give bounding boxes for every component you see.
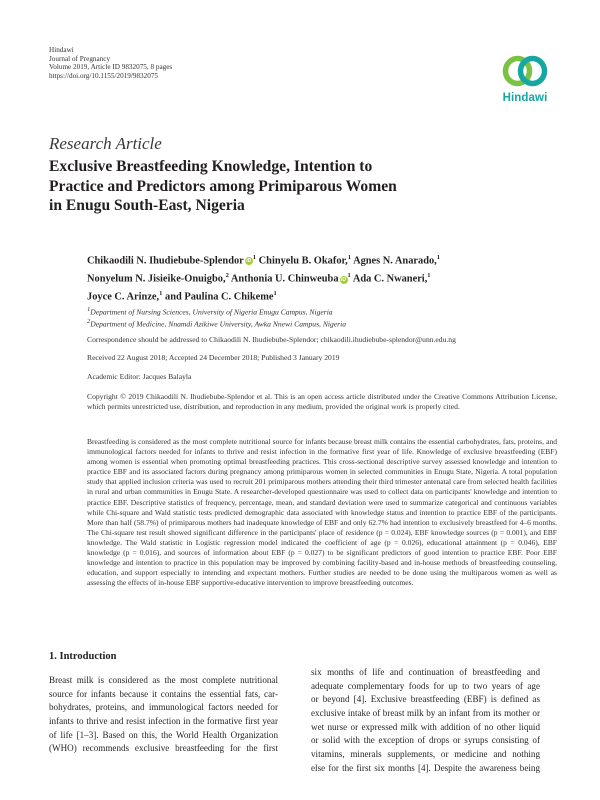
orcid-icon[interactable]: iD [341, 276, 347, 283]
author-affiliation-mark: 1 [427, 272, 431, 280]
publisher-name: Hindawi [49, 46, 74, 54]
author-affiliation-mark: 1 [347, 254, 352, 261]
affiliation-number: 2 [87, 318, 91, 325]
copyright-notice: Copyright © 2019 Chikaodili N. Ihudiebube-Splendor et al. This is an open access article distributed under the Creative Commons Attribution License, which permits unrestricted use, distribution, and reproduction in any medium, provided the original work is properly cited. [87, 392, 557, 412]
section-heading: 1. Introduction [49, 651, 117, 662]
body-line: source for infants because it contains the essential fats, car- [49, 688, 278, 699]
affiliation-text: Department of Nursing Sciences, University of Nigeria Enugu Campus, Nigeria [90, 307, 333, 317]
publication-dates: Received 22 August 2018; Accepted 24 December 2018; Published 3 January 2019 [87, 353, 340, 362]
author-name[interactable]: Anthonia U. Chinweuba [230, 273, 339, 285]
author-affiliation-mark: 1 [252, 254, 257, 261]
author-affiliation-mark: 1 [347, 272, 351, 280]
body-line: else for the first six months [4]. Despite the awareness being [311, 762, 540, 773]
body-line: vitamins, minerals supplements, or medicine and nothing [311, 749, 540, 760]
author-affiliation-mark: 1 [159, 290, 163, 298]
body-line: of life [1–3]. Based on this, the World Health Organization [49, 729, 278, 740]
academic-editor: Academic Editor: Jacques Balayla [87, 372, 192, 381]
body-line: wet nurse or expressed milk with addition of no other liquid [311, 721, 540, 732]
body-line: (WHO) recommends exclusive breastfeeding for the first [49, 743, 278, 754]
author-list [87, 251, 557, 305]
author-affiliation-mark: 2 [225, 272, 229, 280]
author-name[interactable]: Chinyelu B. Okafor, [258, 255, 348, 267]
author-affiliation-mark: 1 [273, 290, 277, 298]
body-line: infants to thrive and resist infection in the formative first year [49, 716, 278, 727]
journal-name: Journal of Pregnancy [49, 54, 111, 63]
body-line: six months of life and continuation of breastfeeding and [311, 667, 540, 677]
body-line: adequate complementary foods for up to two years of age [311, 680, 540, 691]
author-line [87, 269, 557, 287]
body-line: Breast milk is considered as the most complete nutritional [49, 675, 278, 685]
affiliation-2 [87, 318, 557, 329]
article-title [49, 157, 479, 216]
volume-info: Volume 2019, Article ID 9832075, 8 pages [49, 63, 173, 72]
body-line: exclusive intake of breast milk by an infant from its mother or [311, 708, 540, 719]
affiliation-number: 1 [87, 306, 91, 313]
affiliation-text: Department of Medicine, Nnamdi Azikiwe University, Awka Nnewi Campus, Nigeria [90, 319, 347, 329]
article-type: Research Article [49, 134, 162, 153]
title-line: Practice and Predictors among Primiparous Women [49, 177, 397, 195]
title-line: Exclusive Breastfeeding Knowledge, Intention to [49, 158, 373, 175]
author-name[interactable]: Ada C. Nwaneri, [352, 273, 428, 285]
author-line [87, 287, 557, 305]
author-name[interactable]: Chikaodili N. Ihudiebube-Splendor [87, 255, 244, 267]
author-name[interactable]: Joyce C. Arinze, [87, 291, 160, 303]
body-column-left [49, 674, 278, 756]
correspondence: Correspondence should be addressed to Chikaodili N. Ihudiebube-Splendor; chikaodili.ihudiebube-splendor@unn.edu.ng [87, 335, 456, 344]
journal-header [49, 46, 172, 80]
author-name[interactable]: and Paulina C. Chikeme [165, 291, 274, 303]
body-line: or solid with the exception of drops or syrups consisting of [311, 735, 540, 746]
body-line: or beyond [4]. Exclusive breastfeeding (EBF) is defined as [311, 694, 540, 705]
body-line: bohydrates, proteins, and immunological factors needed for [49, 702, 278, 713]
body-column-right [311, 666, 540, 776]
affiliation-1 [87, 306, 557, 317]
author-name[interactable]: Nonyelum N. Jisieike-Onuigbo, [87, 273, 226, 285]
author-affiliation-mark: 1 [436, 254, 441, 261]
doi-link[interactable]: https://doi.org/10.1155/2019/9832075 [49, 71, 159, 80]
author-line [87, 251, 557, 269]
abstract: Breastfeeding is considered as the most complete nutritional source for infants because breast milk contains the essential carbohydrates, fats, proteins, and immunological factors needed for infants to thrive and resist infection in the formative first year of life. Knowledge of exclusive breastfeeding (EBF) among women is essential when promoting optimal breastfeeding practices. This cross-sectional descriptive survey assessed knowledge and intention to practice EBF and its associated factors during pregnancy among primiparous women in selected communities in Enugu State, Nigeria. A total population study that applied inclusion criteria was used to recruit 201 primiparous mothers attending their third trimester antenatal care from selected health facilities in rural and urban communities in Enugu State. A researcher-developed questionnaire was used to collect data on participants' knowledge and intention to practice EBF. Descriptive statistics of frequency, percentage, mean, and standard deviation were used to summarize categorical and continuous variables while Chi-square and Wald statistic tests predicted demographic data associated with knowledge status and intention to practice EBF of the participants. More than half (58.7%) of primiparous mothers had inadequate knowledge of EBF and only 62.7% had intention to exclusively breastfeed for 4–6 months. The Chi-square test result showed significant difference in the participants' place of residence (p = 0.024), EBF knowledge sources (p = 0.001), and EBF knowledge. The Wald statistic in Logistic regression model indicated the coefficient of age (p = 0.026), educational attainment (p = 0.046), EBF knowledge (p = 0.016), and sources of information about EBF (p = 0.027) to be significant predictors of good intention to practice EBF. Poor EBF knowledge and intention to practice in this population may be improved by combining facility-based and in-house methods of breastfeeding counseling, education, and support especially to intending and expectant mothers. Further studies are needed to be done using the multiparous women as well as assessing the effects of in-house EBF supportive-educative intervention to improve breastfeeding outcomes. [87, 437, 557, 588]
title-line: in Enugu South-East, Nigeria [49, 197, 245, 214]
orcid-icon[interactable]: iD [246, 258, 252, 265]
hindawi-wordmark: Hindawi [502, 92, 548, 104]
author-name[interactable]: Agnes N. Anarado, [353, 255, 437, 267]
